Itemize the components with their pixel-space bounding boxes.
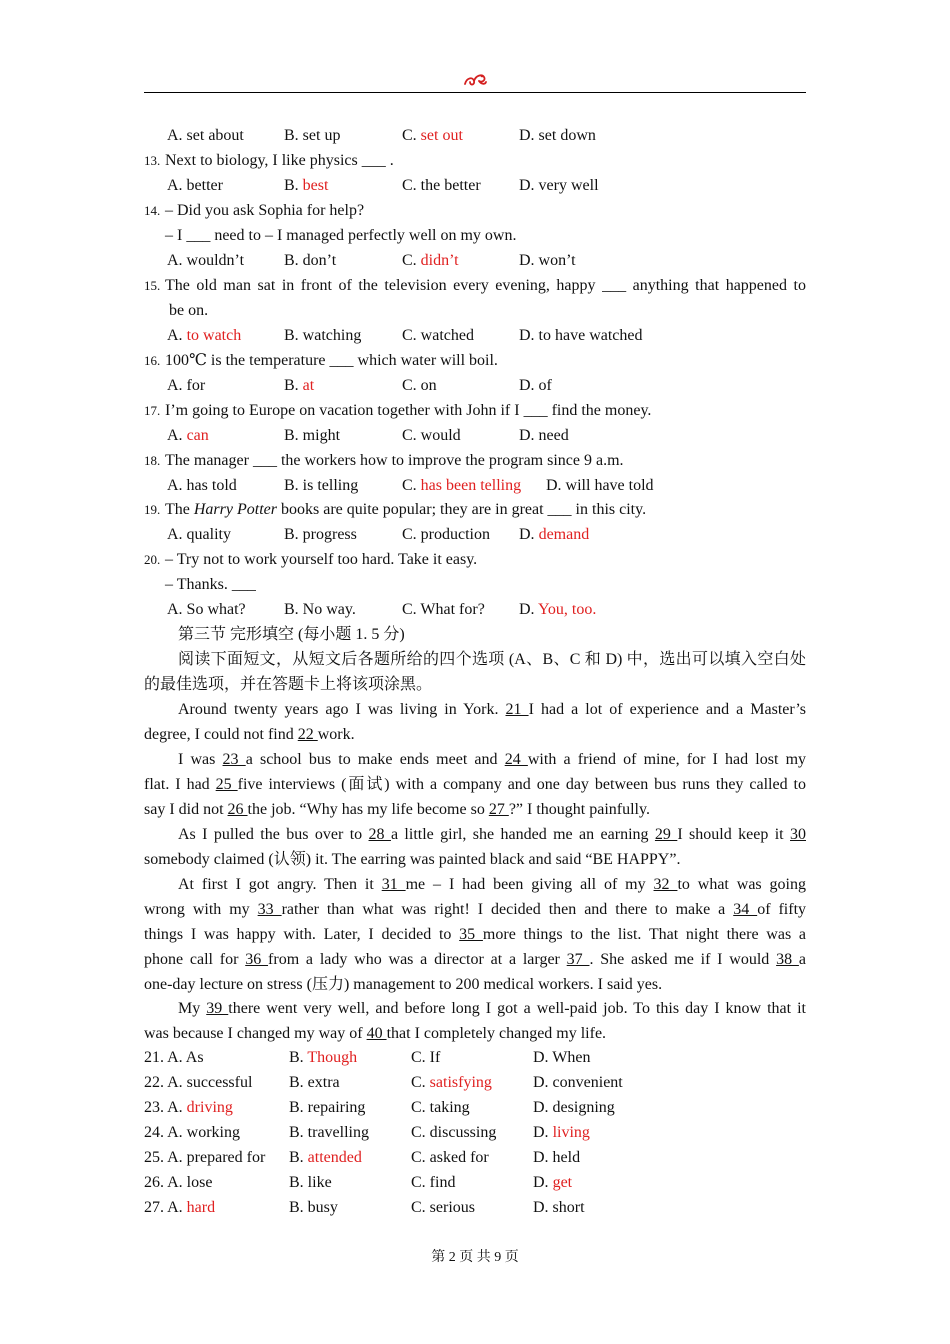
q16-option-a: A. for [167, 377, 206, 394]
q12-option-c: C. set out [402, 127, 463, 144]
blank-35: 35 [459, 926, 483, 943]
blank-25: 25 [215, 776, 238, 793]
passage-p2-line3: say I did not 26 the job. “Why has my life become so 27 ?” I thought painfully. [144, 801, 650, 818]
q20-stem-line2: – Thanks. ___ [165, 576, 256, 593]
q13-stem: Next to biology, I like physics ___ . [165, 152, 394, 169]
q14-stem-line1: – Did you ask Sophia for help? [165, 202, 365, 219]
q20-stem-line1: – Try not to work yourself too hard. Take it easy. [165, 551, 478, 568]
passage-p5-line2: was because I changed my way of 40 that I completely changed my life. [144, 1025, 607, 1042]
q18-option-a: A. has told [167, 477, 237, 494]
passage-p5-line1: My 39 there went very well, and before long I got a well-paid job. To this day I know that it [178, 1000, 806, 1017]
option-26-d: D. get [533, 1174, 573, 1191]
blank-34: 34 [733, 901, 758, 918]
q13-option-b: B. best [284, 177, 329, 194]
blank-27: 27 [488, 801, 509, 818]
q16-option-d: D. of [519, 377, 552, 394]
q15-option-d: D. to have watched [519, 327, 643, 344]
q12-option-b: B. set up [284, 127, 341, 144]
header-rule [144, 92, 806, 93]
option-24-b: B. travelling [289, 1124, 369, 1141]
option-22-b: B. extra [289, 1074, 340, 1091]
option-22-d: D. convenient [533, 1074, 623, 1091]
q17-number: 17. [144, 403, 161, 418]
q18-number: 18. [144, 453, 161, 468]
option-27-d: D. short [533, 1199, 585, 1216]
passage-p3-line1: As I pulled the bus over to 28 a little girl, she handed me an earning 29 I should keep it 30 [178, 826, 806, 843]
q20-option-a: A. So what? [167, 601, 246, 618]
q19-stem: The Harry Potter books are quite popular; they are in great ___ in this city. [165, 501, 647, 518]
q17-option-a: A. can [167, 427, 209, 444]
q18-option-b: B. is telling [284, 477, 359, 494]
q18-option-d: D. will have told [546, 477, 654, 494]
q15-option-c: C. watched [402, 327, 474, 344]
q19-option-d: D. demand [519, 526, 590, 543]
q18-stem: The manager ___ the workers how to improve the program since 9 a.m. [165, 452, 624, 469]
option-25-d: D. held [533, 1149, 581, 1166]
q17-option-d: D. need [519, 427, 569, 444]
blank-40: 40 [366, 1025, 387, 1042]
q14-number: 14. [144, 203, 161, 218]
header-ornament-icon [463, 71, 487, 89]
q20-option-b: B. No way. [284, 601, 356, 618]
q19-option-a: A. quality [167, 526, 231, 543]
option-27-c: C. serious [411, 1199, 475, 1216]
q12-option-a: A. set about [167, 127, 244, 144]
option-24-a: 24. A. working [144, 1124, 240, 1141]
q12-option-d: D. set down [519, 127, 596, 144]
q14-option-c: C. didn’t [402, 252, 459, 269]
option-21-c: C. If [411, 1049, 441, 1066]
q17-option-c: C. would [402, 427, 461, 444]
section-title: 第三节 完形填空 (每小题 1. 5 分) [178, 626, 405, 643]
option-21-a: 21. A. As [144, 1049, 204, 1066]
q19-option-c: C. production [402, 526, 490, 543]
q15-option-b: B. watching [284, 327, 362, 344]
option-25-a: 25. A. prepared for [144, 1149, 266, 1166]
passage-p1-line2: degree, I could not find 22 work. [144, 726, 355, 743]
option-24-d: D. living [533, 1124, 590, 1141]
q14-option-b: B. don’t [284, 252, 337, 269]
q15-stem-line2: be on. [169, 302, 209, 319]
blank-26: 26 [227, 801, 248, 818]
option-22-a: 22. A. successful [144, 1074, 253, 1091]
option-26-c: C. find [411, 1174, 456, 1191]
blank-21: 21 [505, 701, 529, 718]
q20-option-c: C. What for? [402, 601, 485, 618]
blank-32: 32 [653, 876, 678, 893]
passage-p1-line1: Around twenty years ago I was living in York. 21 I had a lot of experience and a Master’s [178, 701, 806, 718]
q14-option-a: A. wouldn’t [167, 252, 245, 269]
q13-number: 13. [144, 153, 161, 168]
blank-24: 24 [504, 751, 528, 768]
option-23-d: D. designing [533, 1099, 615, 1116]
option-22-c: C. satisfying [411, 1074, 492, 1091]
q17-stem: I’m going to Europe on vacation together with John if I ___ find the money. [165, 402, 652, 419]
q13-option-a: A. better [167, 177, 223, 194]
blank-31: 31 [381, 876, 406, 893]
q18-option-c: C. has been telling [402, 477, 522, 494]
q19-option-b: B. progress [284, 526, 357, 543]
option-23-b: B. repairing [289, 1099, 366, 1116]
q14-stem-line2: – I ___ need to – I managed perfectly well on my own. [165, 227, 517, 244]
q20-option-d: D. You, too. [519, 601, 597, 618]
option-23-a: 23. A. driving [144, 1099, 233, 1116]
section-instructions-line1: 阅读下面短文，从短文后各题所给的四个选项 (A、B、C 和 D) 中，选出可以填入空白处 [178, 651, 806, 668]
option-23-c: C. taking [411, 1099, 470, 1116]
blank-23: 23 [222, 751, 246, 768]
section-instructions-line2: 的最佳选项，并在答题卡上将该项涂黑。 [144, 676, 433, 693]
passage-p4-line3: things I was happy with. Later, I decided to 35 more things to the list. That night there was a [144, 926, 806, 943]
q16-number: 16. [144, 353, 161, 368]
passage-p3-line2: somebody claimed (认领) it. The earring was painted black and said “BE HAPPY”. [144, 851, 681, 868]
option-27-b: B. busy [289, 1199, 338, 1216]
q13-option-c: C. the better [402, 177, 481, 194]
blank-36: 36 [245, 951, 269, 968]
blank-39: 39 [206, 1000, 229, 1017]
passage-p4-line4: phone call for 36 from a lady who was a director at a larger 37 . She asked me if I would 38 a [144, 951, 806, 968]
passage-p2-line2: flat. I had 25 five interviews (面试) with a company and one day between bus runs they called to [144, 776, 806, 793]
q14-option-d: D. won’t [519, 252, 576, 269]
blank-33: 33 [257, 901, 282, 918]
option-25-c: C. asked for [411, 1149, 489, 1166]
q17-option-b: B. might [284, 427, 341, 444]
q16-option-c: C. on [402, 377, 437, 394]
option-24-c: C. discussing [411, 1124, 497, 1141]
blank-22: 22 [297, 726, 318, 743]
q13-option-d: D. very well [519, 177, 599, 194]
blank-30: 30 [790, 826, 806, 843]
passage-p4-line1: At first I got angry. Then it 31 me – I had been giving all of my 32 to what was going [178, 876, 806, 893]
passage-p4-line2: wrong with my 33 rather than what was right! I decided then and there to make a 34 of fifty [144, 901, 806, 918]
blank-29: 29 [654, 826, 678, 843]
q16-option-b: B. at [284, 377, 315, 394]
blank-38: 38 [776, 951, 799, 968]
q16-stem: 100℃ is the temperature ___ which water will boil. [165, 352, 498, 369]
q15-number: 15. [144, 278, 161, 293]
blank-37: 37 [566, 951, 590, 968]
passage-p4-line5: one-day lecture on stress (压力) management to 200 medical workers. I said yes. [144, 976, 663, 993]
option-21-b: B. Though [289, 1049, 358, 1066]
blank-28: 28 [368, 826, 391, 843]
option-25-b: B. attended [289, 1149, 362, 1166]
page-number-footer: 第 2 页 共 9 页 [431, 1250, 519, 1265]
option-27-a: 27. A. hard [144, 1199, 216, 1216]
q20-number: 20. [144, 552, 161, 567]
option-21-d: D. When [533, 1049, 591, 1066]
passage-p2-line1: I was 23 a school bus to make ends meet and 24 with a friend of mine, for I had lost my [178, 751, 806, 768]
q19-number: 19. [144, 502, 161, 517]
option-26-a: 26. A. lose [144, 1174, 213, 1191]
option-26-b: B. like [289, 1174, 332, 1191]
q15-stem-line1: The old man sat in front of the television every evening, happy ___ anything that happened to [165, 277, 806, 294]
q15-option-a: A. to watch [167, 327, 242, 344]
